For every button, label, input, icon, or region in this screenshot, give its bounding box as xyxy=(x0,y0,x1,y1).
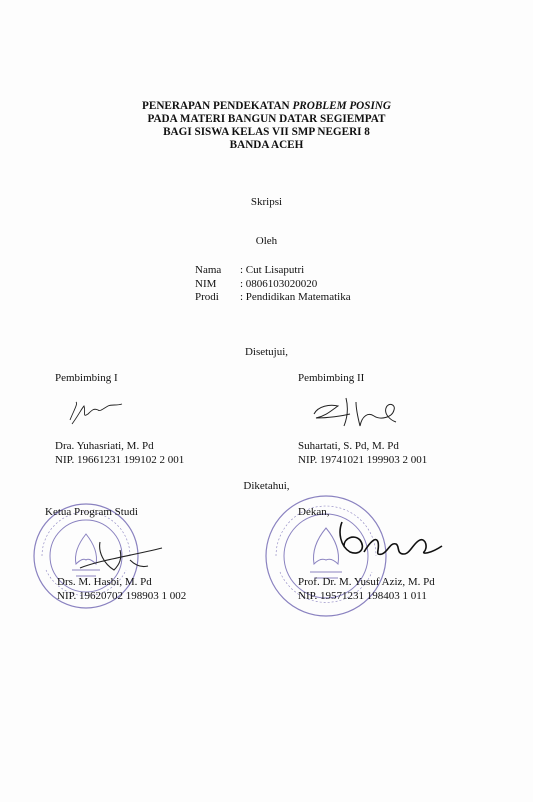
author-identity xyxy=(195,264,351,305)
title-line-2: PADA MATERI BANGUN DATAR SEGIEMPAT xyxy=(147,113,386,125)
dean-signature xyxy=(330,512,450,572)
head-program-name: Drs. M. Hasbi, M. Pd xyxy=(57,576,152,588)
head-program-nip: NIP. 19620702 198903 1 002 xyxy=(57,590,187,602)
supervisor2-role: Pembimbing II xyxy=(298,372,365,384)
known-label: Diketahui, xyxy=(243,480,290,492)
supervisor2-nip: NIP. 19741021 199903 2 001 xyxy=(298,454,428,466)
dean-role: Dekan, xyxy=(298,506,330,518)
identity-row-prodi: Prodi : Pendidikan Matematika xyxy=(195,291,351,303)
dean-name: Prof. Dr. M. Yusuf Aziz, M. Pd xyxy=(298,576,435,588)
supervisor2-name: Suhartati, S. Pd, M. Pd xyxy=(298,440,399,452)
supervisor1-name: Dra. Yuhasriati, M. Pd xyxy=(55,440,154,452)
title-italic: PROBLEM POSING xyxy=(292,100,391,112)
doc-type: Skripsi xyxy=(250,196,283,208)
title-line-1: PENERAPAN PENDEKATAN PROBLEM POSING xyxy=(142,100,391,112)
supervisor1-nip: NIP. 19661231 199102 2 001 xyxy=(55,454,185,466)
head-program-signature xyxy=(70,530,170,580)
supervisor2-signature xyxy=(308,392,408,432)
approved-label: Disetujui, xyxy=(244,346,289,358)
identity-row-nim: NIM : 0806103020020 xyxy=(195,277,318,290)
supervisor1-role: Pembimbing I xyxy=(55,372,118,384)
title-line-3: BAGI SISWA KELAS VII SMP NEGERI 8 xyxy=(163,126,370,138)
identity-row-name: Nama : Cut Lisaputri xyxy=(195,264,305,276)
title-line-4: BANDA ACEH xyxy=(229,139,304,151)
dean-nip: NIP. 19571231 198403 1 011 xyxy=(298,590,427,602)
thesis-title xyxy=(0,100,533,152)
supervisor1-signature xyxy=(64,398,130,428)
by-label: Oleh xyxy=(255,235,278,247)
head-program-role: Ketua Program Studi xyxy=(45,506,138,518)
